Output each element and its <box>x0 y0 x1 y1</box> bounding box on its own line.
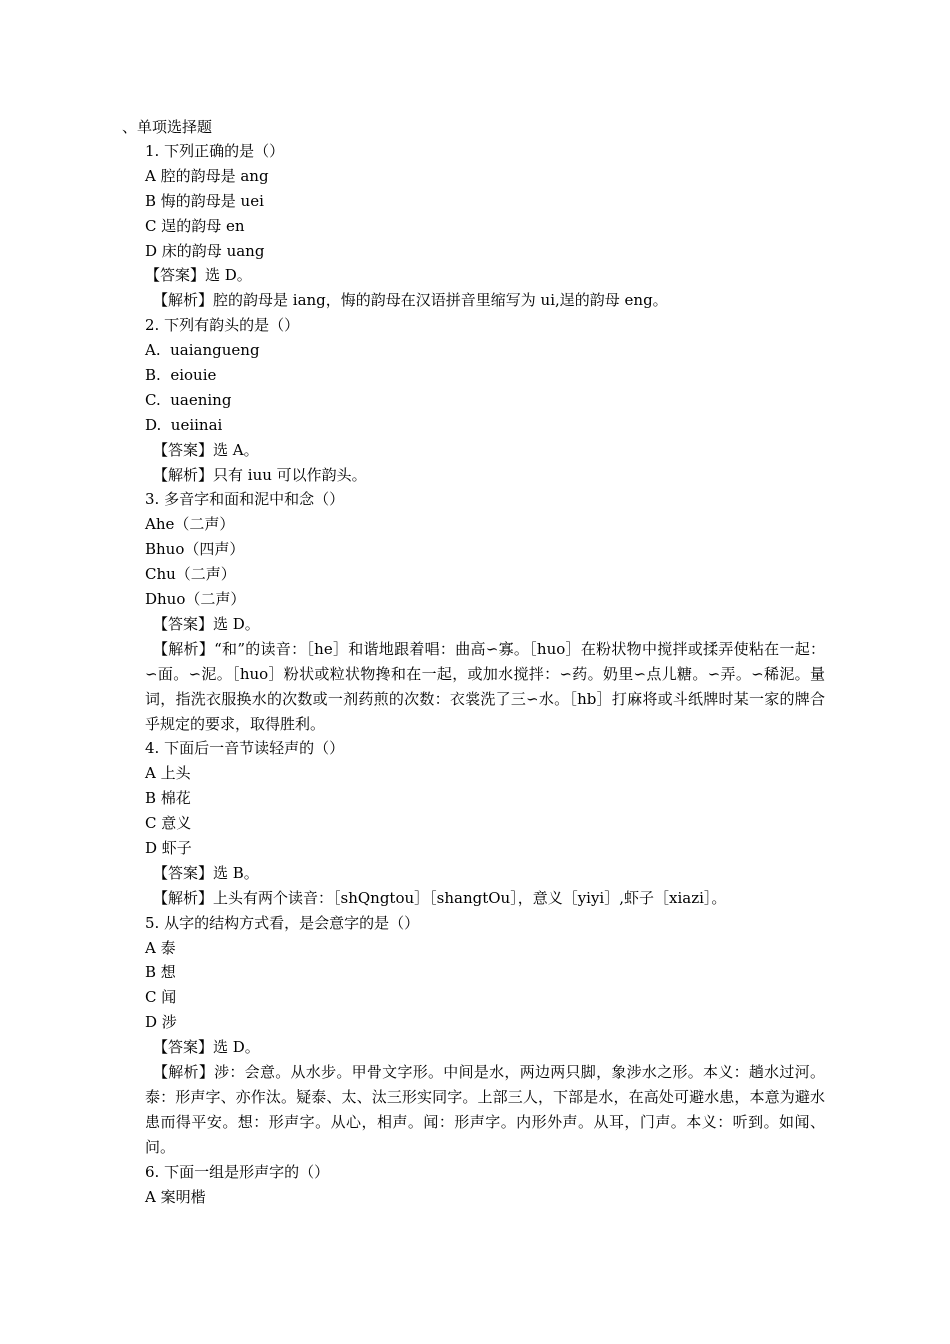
section-title: 、单项选择题 <box>122 118 213 136</box>
answer: 【答案】选 A。 <box>153 440 259 459</box>
question-stem: 6. 下面一组是形声字的（） <box>145 1162 330 1181</box>
option: C 闻 <box>145 988 177 1007</box>
question-stem: 4. 下面后一音节读轻声的（） <box>145 739 345 758</box>
option: B 悔的韵母是 uei <box>145 191 264 210</box>
option: A. uaiangueng <box>145 341 260 360</box>
option: Dhuo（二声） <box>145 590 246 609</box>
option: C. uaening <box>145 390 232 409</box>
question-stem: 5. 从字的结构方式看，是会意字的是（） <box>145 913 420 932</box>
answer: 【答案】选 D。 <box>153 1038 260 1057</box>
option: B 想 <box>145 963 176 982</box>
option: A 案明楷 <box>145 1187 206 1206</box>
question-list <box>145 139 825 1209</box>
analysis: 【解析】上头有两个读音：［shQngtou］［shangtOu］，意义［yiyi］,虾子［xiazi］。 <box>153 888 727 907</box>
option: C 意义 <box>145 814 192 833</box>
option: A 泰 <box>145 938 176 957</box>
option: Ahe（二声） <box>145 515 235 534</box>
option: Chu（二声） <box>145 565 236 584</box>
analysis-text: 【解析】“和”的读音：［he］和谐地跟着唱：曲高∽寡。［huo］在粉状物中搅拌或揉弄使粘在一起：∽面。∽泥。［huo］粉状或粒状物搀和在一起，或加水搅拌：∽药。奶里∽点儿糖。∽弄。∽稀泥。量词，指洗衣服换水的次数或一剂药煎的次数：衣裳洗了三∽水。［hb］打麻将或斗纸牌时某一家的牌合乎规定的要求，取得胜利。 <box>145 639 825 733</box>
option: B 棉花 <box>145 789 191 808</box>
option: C 逞的韵母 en <box>145 216 245 235</box>
option: D 虾子 <box>145 839 192 858</box>
answer: 【答案】选 D。 <box>153 614 260 633</box>
analysis: 【解析】只有 iuu 可以作韵头。 <box>153 465 367 484</box>
option: D. ueiinai <box>145 415 223 434</box>
option: A 腔的韵母是 ang <box>145 166 269 185</box>
answer: 【答案】选 B。 <box>153 863 259 882</box>
analysis: 【解析】腔的韵母是 iang，悔的韵母在汉语拼音里缩写为 ui,逞的韵母 eng。 <box>153 291 668 310</box>
analysis <box>145 637 825 737</box>
answer: 【答案】选 D。 <box>145 266 252 285</box>
analysis-text: 【解析】涉：会意。从水步。甲骨文字形。中间是水，两边两只脚，象涉水之形。本义：趟水过河。泰：形声字、亦作汰。疑泰、太、汰三形实同字。上部三人，下部是水，在高处可避水患，本意为避水患而得平安。想：形声字。从心，相声。闻：形声字。内形外声。从耳，门声。本义：听到。如闻、问。 <box>145 1063 825 1156</box>
analysis <box>145 1060 825 1160</box>
question-stem: 3. 多音字和面和泥中和念（） <box>145 490 345 509</box>
question-stem: 2. 下列有韵头的是（） <box>145 316 300 335</box>
option: D 床的韵母 uang <box>145 241 265 260</box>
option: A 上头 <box>145 764 191 783</box>
option: Bhuo（四声） <box>145 540 245 559</box>
option: B. eiouie <box>145 366 217 385</box>
question-stem: 1. 下列正确的是（） <box>145 142 285 160</box>
option: D 涉 <box>145 1013 177 1032</box>
